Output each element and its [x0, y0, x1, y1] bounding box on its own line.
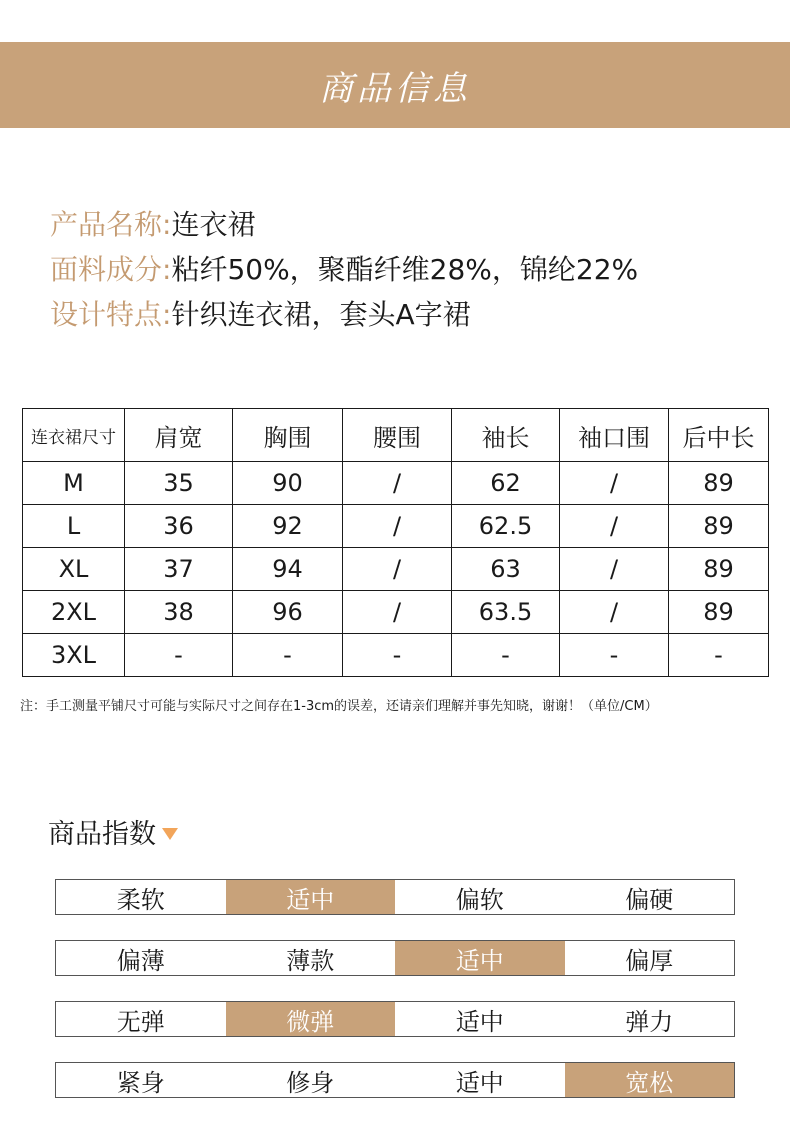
- table-cell: /: [560, 591, 669, 634]
- info-value: 连衣裙: [171, 207, 256, 241]
- fit-scale: [55, 1062, 735, 1098]
- table-cell: 89: [669, 462, 769, 505]
- scale-option: 紧身: [116, 1068, 165, 1097]
- table-header-cell: 肩宽: [125, 409, 233, 462]
- thickness-scale: [55, 940, 735, 976]
- table-row: [23, 548, 769, 591]
- banner-title: 商品信息: [319, 68, 471, 109]
- table-header-row: [23, 409, 769, 462]
- table-cell: L: [23, 505, 125, 548]
- size-table: [22, 408, 769, 677]
- table-header-cell: 后中长: [669, 409, 769, 462]
- table-cell: /: [560, 505, 669, 548]
- scale-option-selected: 微弹: [226, 1002, 396, 1036]
- scale-option: 修身: [286, 1068, 335, 1097]
- table-cell: -: [669, 634, 769, 677]
- table-cell: /: [343, 591, 452, 634]
- table-cell: 89: [669, 505, 769, 548]
- table-cell: 62: [452, 462, 560, 505]
- info-row-fabric: [50, 245, 770, 290]
- table-cell: 37: [125, 548, 233, 591]
- table-cell: /: [343, 462, 452, 505]
- table-header-cell: 胸围: [233, 409, 343, 462]
- info-label: 设计特点:: [50, 297, 172, 331]
- info-label: 面料成分:: [50, 252, 172, 286]
- section-banner: [0, 42, 790, 128]
- measurement-note: 注：手工测量平铺尺寸可能与实际尺寸之间存在1-3cm的误差，还请亲们理解并事先知晓，谢谢！（单位/CM）: [20, 699, 658, 714]
- table-cell: 94: [233, 548, 343, 591]
- info-value: 针织连衣裙，套头A字裙: [171, 297, 471, 331]
- info-value: 粘纤50%，聚酯纤维28%，锦纶22%: [171, 252, 639, 286]
- table-row: [23, 591, 769, 634]
- table-cell: /: [560, 462, 669, 505]
- softness-scale: [55, 879, 735, 915]
- scale-option-selected: 宽松: [565, 1063, 735, 1097]
- info-row-design: [50, 290, 770, 335]
- table-cell: /: [343, 548, 452, 591]
- table-cell: XL: [23, 548, 125, 591]
- scale-option: 适中: [455, 1068, 504, 1097]
- info-row-name: [50, 200, 770, 245]
- scale-option: 弹力: [625, 1007, 674, 1036]
- table-row: [23, 505, 769, 548]
- table-cell: 63.5: [452, 591, 560, 634]
- table-header-cell: 袖长: [452, 409, 560, 462]
- scale-option: 偏厚: [625, 946, 674, 975]
- table-cell: -: [452, 634, 560, 677]
- table-cell: 3XL: [23, 634, 125, 677]
- scale-option: 偏硬: [625, 885, 674, 914]
- scale-option: 偏薄: [116, 946, 165, 975]
- scale-option: 无弹: [116, 1007, 165, 1036]
- table-cell: -: [560, 634, 669, 677]
- scale-option-selected: 适中: [395, 941, 565, 975]
- triangle-down-icon: [162, 828, 178, 840]
- scale-option-selected: 适中: [226, 880, 396, 914]
- index-title-text: 商品指数: [48, 819, 156, 850]
- table-cell: 2XL: [23, 591, 125, 634]
- table-row: [23, 634, 769, 677]
- elasticity-scale: [55, 1001, 735, 1037]
- info-label: 产品名称:: [50, 207, 172, 241]
- scale-option: 适中: [455, 1007, 504, 1036]
- table-cell: /: [343, 505, 452, 548]
- table-header-cell: 连衣裙尺寸: [23, 409, 125, 462]
- scale-option: 薄款: [286, 946, 335, 975]
- table-cell: 36: [125, 505, 233, 548]
- table-header-cell: 腰围: [343, 409, 452, 462]
- table-header-cell: 袖口围: [560, 409, 669, 462]
- table-cell: 89: [669, 591, 769, 634]
- table-cell: -: [233, 634, 343, 677]
- table-cell: 35: [125, 462, 233, 505]
- index-title: [48, 812, 178, 851]
- table-row: [23, 462, 769, 505]
- table-cell: 89: [669, 548, 769, 591]
- table-cell: -: [343, 634, 452, 677]
- table-cell: 63: [452, 548, 560, 591]
- table-cell: M: [23, 462, 125, 505]
- scale-option: 偏软: [455, 885, 504, 914]
- table-cell: /: [560, 548, 669, 591]
- product-info: [50, 200, 770, 335]
- table-cell: 62.5: [452, 505, 560, 548]
- table-cell: 90: [233, 462, 343, 505]
- scale-option: 柔软: [116, 885, 165, 914]
- table-cell: 92: [233, 505, 343, 548]
- table-cell: 96: [233, 591, 343, 634]
- table-cell: 38: [125, 591, 233, 634]
- table-cell: -: [125, 634, 233, 677]
